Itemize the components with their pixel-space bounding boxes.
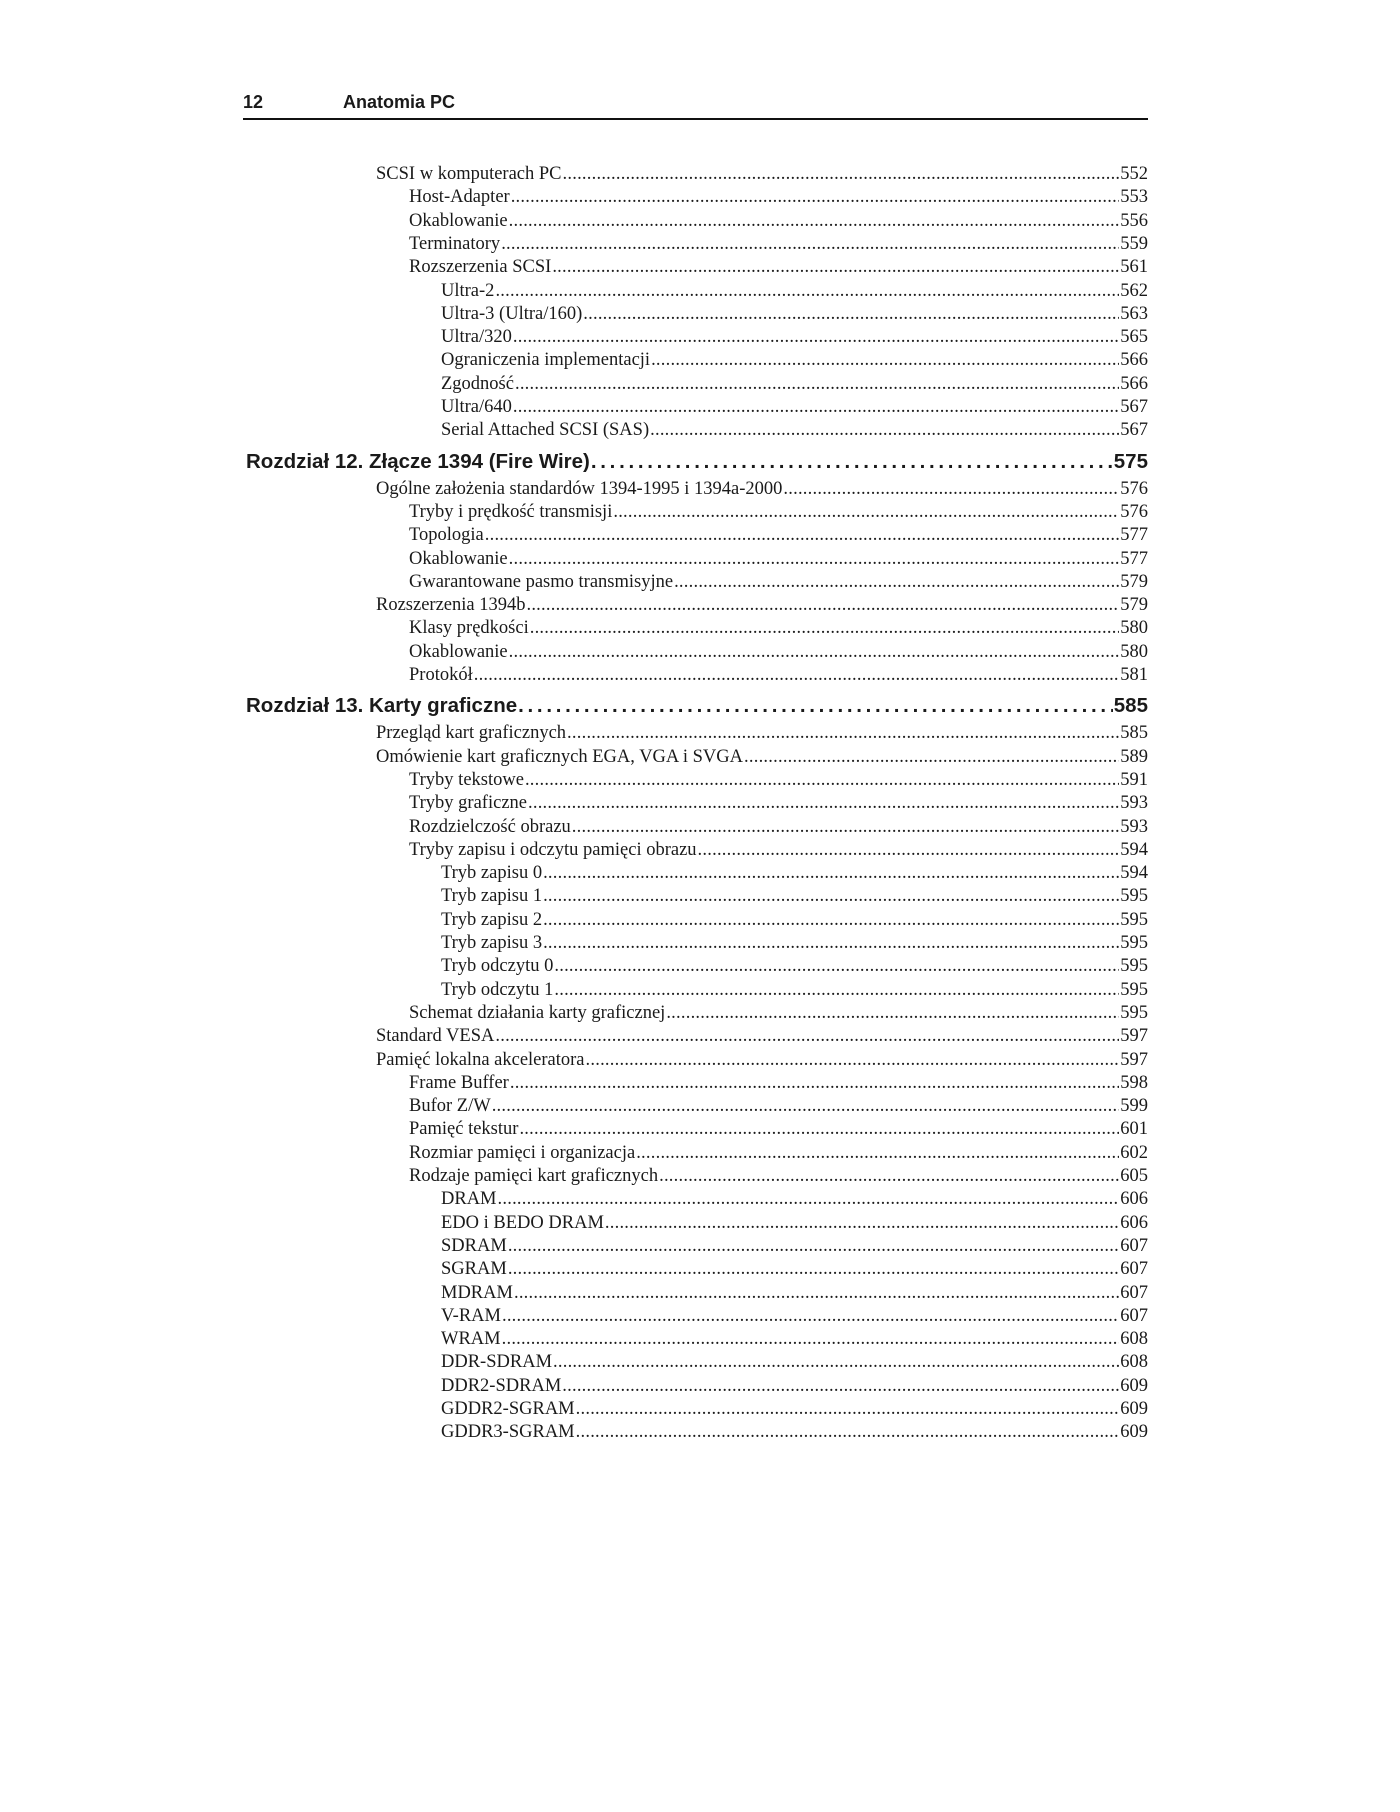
toc-entry-label: Tryby graficzne: [409, 793, 527, 814]
dot-leader: [543, 910, 1119, 931]
toc-entry: [441, 1352, 1148, 1375]
dot-leader: [511, 187, 1120, 208]
toc-entry: [409, 257, 1148, 280]
toc-entry-label: Ultra-3 (Ultra/160): [441, 303, 583, 324]
toc-entry: [409, 187, 1148, 210]
toc-entry-page: 607: [1120, 1259, 1148, 1280]
toc-entry-page: 580: [1120, 618, 1148, 639]
toc-entry: [409, 234, 1148, 257]
toc-entry-page: 563: [1120, 303, 1148, 324]
toc-entry-page: 605: [1120, 1166, 1148, 1186]
toc-entry: [409, 793, 1148, 816]
toc-entry-label: Pamięć tekstur: [409, 1119, 519, 1140]
toc-entry-label: Gwarantowane pasmo transmisyjne: [409, 571, 674, 592]
dot-leader: [528, 793, 1119, 814]
toc-entry: [441, 1376, 1148, 1399]
toc-entry-page: 606: [1120, 1189, 1148, 1210]
toc-entry-page: 552: [1120, 164, 1148, 184]
toc-entry: [441, 1189, 1148, 1212]
toc-entry-page: 561: [1120, 257, 1148, 278]
dot-leader: [666, 1003, 1119, 1024]
toc-entry: [441, 1236, 1148, 1259]
toc-entry: [441, 327, 1148, 350]
toc-entry-page: 597: [1120, 1049, 1148, 1070]
toc-entry-label: V-RAM: [441, 1305, 501, 1326]
dot-leader: [515, 374, 1119, 395]
dot-leader: [508, 1259, 1119, 1280]
toc-entry-label: SDRAM: [441, 1235, 507, 1256]
toc-entry: [441, 304, 1148, 327]
toc-entry: [441, 1306, 1148, 1329]
toc-entry-label: MDRAM: [441, 1282, 513, 1303]
dot-leader: [543, 886, 1119, 907]
toc-entry: [441, 1329, 1148, 1352]
toc-entry-label: Schemat działania karty graficznej: [409, 1002, 666, 1023]
toc-entry-page: 609: [1120, 1422, 1148, 1443]
toc-entry: [441, 350, 1148, 373]
toc-entry-label: Pamięć lokalna akceleratora: [376, 1049, 585, 1070]
dot-leader: [563, 164, 1120, 185]
toc-entry-label: GDDR3-SGRAM: [441, 1422, 575, 1443]
toc-entry: [441, 374, 1148, 397]
toc-entry-page: 577: [1120, 548, 1148, 569]
toc-entry-page: 607: [1120, 1305, 1148, 1326]
dot-leader: [591, 450, 1113, 474]
toc-entry: [441, 1259, 1148, 1282]
dot-leader: [474, 665, 1120, 686]
toc-entry: [376, 747, 1148, 770]
toc-entry-label: Tryby tekstowe: [409, 769, 524, 790]
dot-leader: [744, 747, 1119, 768]
dot-leader: [576, 1422, 1120, 1443]
toc-entry-page: 593: [1120, 816, 1148, 837]
toc-entry: [441, 1213, 1148, 1236]
toc-entry-label: Rodzaje pamięci kart graficznych: [409, 1166, 659, 1186]
dot-leader: [650, 420, 1119, 441]
toc-entry-label: Klasy prędkości: [409, 618, 529, 639]
dot-leader: [530, 618, 1120, 639]
dot-leader: [502, 1306, 1119, 1327]
toc-entry: [409, 549, 1148, 572]
toc-entry: [409, 1166, 1148, 1189]
toc-entry-page: 606: [1120, 1212, 1148, 1233]
toc-entry-label: Rozdzielczość obrazu: [409, 816, 571, 837]
toc-entry-page: 598: [1120, 1072, 1148, 1093]
toc-entry-label: Tryby zapisu i odczytu pamięci obrazu: [409, 839, 697, 860]
toc-chapter-entry: [246, 450, 1148, 477]
toc-entry-page: 597: [1120, 1026, 1148, 1047]
dot-leader: [495, 281, 1119, 302]
toc-entry: [409, 618, 1148, 641]
toc-entry: [376, 479, 1148, 502]
toc-entry: [409, 572, 1148, 595]
toc-entry-page: 559: [1120, 233, 1148, 254]
dot-leader: [509, 642, 1120, 663]
toc-entry-page: 556: [1120, 210, 1148, 231]
dot-leader: [572, 817, 1119, 838]
toc-entry-page: 566: [1120, 350, 1148, 371]
toc-entry: [441, 420, 1148, 443]
dot-leader: [519, 1119, 1119, 1140]
toc-entry-page: 589: [1120, 746, 1148, 767]
toc-entry-label: Host-Adapter: [409, 187, 510, 208]
toc-entry: [441, 886, 1148, 909]
toc-entry: [409, 211, 1148, 234]
dot-leader: [502, 1329, 1120, 1350]
toc-entry-label: Ultra-2: [441, 280, 495, 301]
toc-entry: [409, 840, 1148, 863]
toc-entry-page: 608: [1120, 1352, 1148, 1373]
toc-entry-label: SGRAM: [441, 1259, 507, 1280]
toc-entry: [441, 1283, 1148, 1306]
toc-entry: [409, 1073, 1148, 1096]
toc-entry: [376, 1050, 1148, 1073]
toc-entry-page: 567: [1120, 420, 1148, 441]
toc-entry-label: Tryb zapisu 2: [441, 909, 543, 930]
toc-entry-label: Tryb zapisu 0: [441, 863, 543, 884]
dot-leader: [562, 1376, 1119, 1397]
page-number: 12: [243, 92, 264, 112]
toc-entry-page: 607: [1120, 1282, 1148, 1303]
toc-entry-label: Ultra/320: [441, 327, 512, 348]
dot-leader: [553, 1352, 1119, 1373]
dot-leader: [543, 933, 1119, 954]
toc-entry: [409, 817, 1148, 840]
toc-entry-page: 608: [1120, 1329, 1148, 1350]
toc-entry-label: Frame Buffer: [409, 1072, 509, 1093]
toc-entry-page: 567: [1120, 397, 1148, 417]
toc-entry: [409, 1119, 1148, 1142]
toc-entry-label: Terminatory: [409, 233, 501, 254]
dot-leader: [651, 350, 1119, 371]
dot-leader: [552, 257, 1119, 278]
toc-entry-page: 593: [1120, 793, 1148, 814]
dot-leader: [554, 980, 1119, 1001]
dot-leader: [543, 863, 1119, 884]
dot-leader: [659, 1166, 1119, 1187]
toc-entry-page: 594: [1120, 839, 1148, 860]
toc-entry-label: Topologia: [409, 525, 484, 546]
dot-leader: [576, 1399, 1120, 1420]
toc-entry-page: 609: [1120, 1375, 1148, 1396]
toc-entry-page: 577: [1120, 525, 1148, 546]
dot-leader: [613, 502, 1119, 523]
toc-entry-label: Bufor Z/W: [409, 1096, 491, 1117]
toc-entry-label: GDDR2-SGRAM: [441, 1399, 575, 1419]
toc-entry-label: Okablowanie: [409, 548, 508, 569]
toc-entry-label: Tryb zapisu 1: [441, 886, 543, 907]
toc-entry-page: 579: [1120, 571, 1148, 592]
dot-leader: [525, 770, 1119, 791]
toc-entry-label: Tryb odczytu 1: [441, 979, 554, 1000]
dot-leader: [492, 1096, 1120, 1117]
toc-entry-label: Okablowanie: [409, 210, 508, 231]
toc-entry: [409, 1143, 1148, 1166]
toc-entry-label: WRAM: [441, 1329, 501, 1350]
dot-leader: [783, 479, 1119, 500]
toc-entry-page: 594: [1120, 863, 1148, 884]
dot-leader: [554, 956, 1119, 977]
dot-leader: [508, 1236, 1119, 1257]
toc-entry: [409, 1003, 1148, 1026]
toc-entry: [441, 397, 1148, 420]
toc-entry-label: Zgodność: [441, 373, 514, 394]
toc-entry-page: 595: [1120, 979, 1148, 1000]
toc-entry-page: 553: [1120, 187, 1148, 208]
toc-entry: [409, 770, 1148, 793]
toc-entry-page: 602: [1120, 1142, 1148, 1163]
toc-entry-page: 575: [1113, 449, 1148, 473]
toc-entry-page: 599: [1120, 1096, 1148, 1117]
dot-leader: [636, 1143, 1119, 1164]
toc-entry-label: Okablowanie: [409, 641, 508, 662]
toc-entry-label: Standard VESA: [376, 1026, 495, 1047]
dot-leader: [509, 211, 1120, 232]
dot-leader: [495, 1026, 1119, 1047]
toc-entry: [441, 281, 1148, 304]
toc-entry: [441, 980, 1148, 1003]
toc-entry-label: Ograniczenia implementacji: [441, 350, 651, 371]
toc-entry: [409, 665, 1148, 688]
toc-entry: [441, 1422, 1148, 1445]
toc-entry: [376, 595, 1148, 618]
toc-entry-label: Rozmiar pamięci i organizacja: [409, 1142, 636, 1163]
dot-leader: [605, 1213, 1119, 1234]
toc-entry: [441, 910, 1148, 933]
dot-leader: [514, 1283, 1119, 1304]
dot-leader: [513, 327, 1119, 348]
dot-leader: [485, 525, 1120, 546]
toc-entry-page: 581: [1120, 665, 1148, 685]
toc-entry-label: Tryb zapisu 3: [441, 933, 543, 953]
toc-entry-label: DRAM: [441, 1189, 497, 1210]
toc-entry-label: Rozdział 13. Karty graficzne: [246, 694, 518, 718]
toc-entry-page: 607: [1120, 1235, 1148, 1256]
toc-entry: [441, 863, 1148, 886]
toc-entry: [376, 164, 1148, 187]
toc-entry-label: Protokół: [409, 665, 473, 685]
toc-entry: [409, 502, 1148, 525]
toc-entry-page: 595: [1120, 909, 1148, 930]
toc-entry-label: Tryby i prędkość transmisji: [409, 501, 613, 522]
toc-entry-page: 595: [1120, 1002, 1148, 1023]
toc-entry-page: 591: [1120, 769, 1148, 790]
dot-leader: [583, 304, 1119, 325]
dot-leader: [567, 723, 1119, 744]
dot-leader: [526, 595, 1119, 616]
toc-entry-page: 580: [1120, 641, 1148, 662]
toc-entry: [376, 1026, 1148, 1049]
toc-entry-page: 609: [1120, 1399, 1148, 1419]
toc-entry: [409, 1096, 1148, 1119]
toc-entry-label: EDO i BEDO DRAM: [441, 1212, 604, 1233]
toc-entry-page: 565: [1120, 327, 1148, 348]
dot-leader: [510, 1073, 1119, 1094]
toc-entry-page: 566: [1120, 373, 1148, 394]
dot-leader: [586, 1050, 1120, 1071]
toc-entry-label: Omówienie kart graficznych EGA, VGA i SVGA: [376, 746, 744, 767]
toc-entry-label: Rozszerzenia 1394b: [376, 595, 526, 616]
toc-entry-page: 579: [1120, 595, 1148, 616]
dot-leader: [513, 397, 1119, 418]
toc-entry-page: 601: [1120, 1119, 1148, 1140]
toc-entry-label: Ultra/640: [441, 397, 512, 417]
toc-entry-page: 562: [1120, 280, 1148, 301]
toc-entry-page: 585: [1113, 694, 1148, 718]
dot-leader: [501, 234, 1119, 255]
toc-chapter-entry: [246, 694, 1148, 721]
dot-leader: [674, 572, 1119, 593]
toc-entry-page: 595: [1120, 933, 1148, 953]
dot-leader: [518, 694, 1113, 718]
toc-entry-label: Rozszerzenia SCSI: [409, 257, 552, 278]
toc-entry: [441, 933, 1148, 956]
toc-entry-label: Serial Attached SCSI (SAS): [441, 420, 650, 441]
toc-entry-page: 595: [1120, 956, 1148, 977]
dot-leader: [509, 549, 1120, 570]
toc-entry-page: 585: [1120, 723, 1148, 744]
toc-entry-page: 595: [1120, 886, 1148, 907]
toc-entry: [376, 723, 1148, 746]
dot-leader: [498, 1189, 1120, 1210]
toc-entry: [409, 525, 1148, 548]
toc-entry-page: 576: [1120, 501, 1148, 522]
toc-entry-label: DDR-SDRAM: [441, 1352, 553, 1373]
toc-entry-label: SCSI w komputerach PC: [376, 164, 562, 184]
toc-entry-label: Rozdział 12. Złącze 1394 (Fire Wire): [246, 449, 590, 473]
toc-entry-label: DDR2-SDRAM: [441, 1375, 562, 1396]
toc-entry: [441, 1399, 1148, 1422]
running-header: [243, 88, 1148, 120]
toc-entry-label: Przegląd kart graficznych: [376, 723, 567, 744]
toc-entry-label: Tryb odczytu 0: [441, 956, 554, 977]
toc-entry: [441, 956, 1148, 979]
book-title: Anatomia PC: [343, 92, 456, 112]
dot-leader: [698, 840, 1120, 861]
toc-entry-label: Ogólne założenia standardów 1394-1995 i 1394a-2000: [376, 478, 783, 499]
toc-entry: [409, 642, 1148, 665]
toc-entry-page: 576: [1120, 478, 1148, 499]
